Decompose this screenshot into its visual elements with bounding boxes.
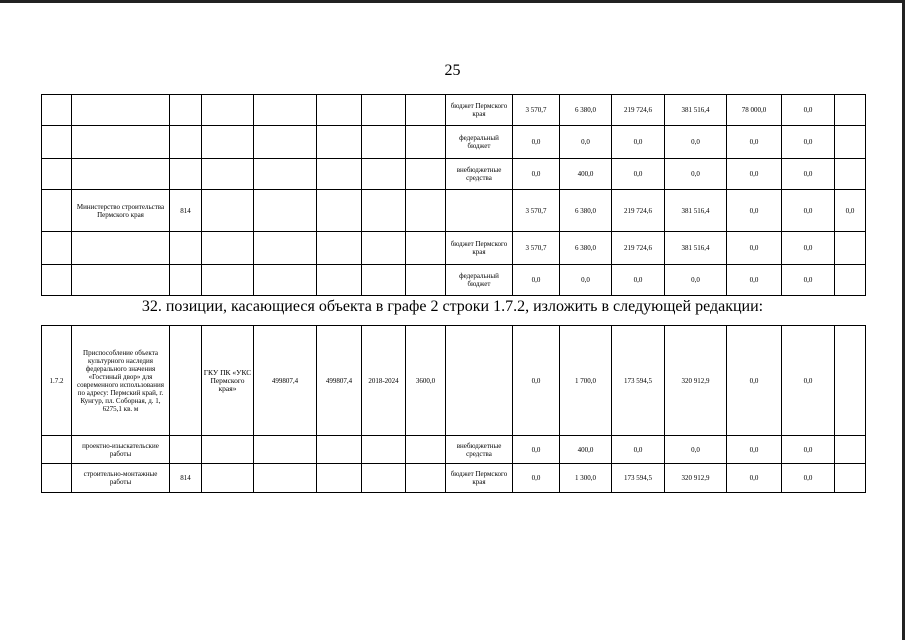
cell-amount: 320 912,9 xyxy=(665,464,727,493)
cell-empty xyxy=(317,464,362,493)
cell-empty xyxy=(406,232,446,265)
cell-code xyxy=(170,265,202,296)
cell-amount: 0,0 xyxy=(612,265,665,296)
cell-number xyxy=(42,436,72,464)
cell-empty xyxy=(254,464,317,493)
cell-amount: 0,0 xyxy=(782,326,835,436)
cell-code xyxy=(170,436,202,464)
cell-amount: 0,0 xyxy=(835,190,866,232)
cell-number xyxy=(42,232,72,265)
cell-amount: 0,0 xyxy=(665,265,727,296)
cell-empty xyxy=(202,126,254,159)
cell-amount xyxy=(835,265,866,296)
cell-empty xyxy=(202,436,254,464)
cell-empty xyxy=(406,464,446,493)
cell-empty xyxy=(254,190,317,232)
cell-empty xyxy=(317,190,362,232)
cell-work-type: строительно-монтажные работы xyxy=(72,464,170,493)
cell-funding-source: бюджет Пермского края xyxy=(446,232,513,265)
cell-amount: 0,0 xyxy=(782,126,835,159)
cell-amount: 0,0 xyxy=(612,126,665,159)
cell-amount: 0,0 xyxy=(560,126,612,159)
cell-amount xyxy=(835,232,866,265)
cell-amount: 1 700,0 xyxy=(560,326,612,436)
cell-code: 814 xyxy=(170,464,202,493)
cell-estimated-cost: 499807,4 xyxy=(254,326,317,436)
table-row xyxy=(42,232,866,265)
cell-empty xyxy=(406,126,446,159)
cell-executor xyxy=(72,126,170,159)
cell-empty xyxy=(254,126,317,159)
cell-amount: 3 570,7 xyxy=(513,190,560,232)
cell-funding-source: бюджет Пермского края xyxy=(446,95,513,126)
cell-empty xyxy=(362,190,406,232)
cell-empty xyxy=(362,232,406,265)
cell-amount: 0,0 xyxy=(782,464,835,493)
cell-amount: 0,0 xyxy=(782,159,835,190)
cell-amount: 381 516,4 xyxy=(665,95,727,126)
cell-amount xyxy=(835,95,866,126)
cell-empty xyxy=(202,95,254,126)
funding-table-continued xyxy=(41,94,866,296)
table-row xyxy=(42,95,866,126)
cell-amount: 173 594,5 xyxy=(612,464,665,493)
cell-amount: 381 516,4 xyxy=(665,190,727,232)
cell-empty xyxy=(317,95,362,126)
cell-executor xyxy=(72,95,170,126)
table-row-sub xyxy=(42,464,866,493)
cell-amount: 0,0 xyxy=(782,190,835,232)
cell-amount: 0,0 xyxy=(513,436,560,464)
cell-amount: 0,0 xyxy=(665,436,727,464)
cell-amount: 0,0 xyxy=(513,126,560,159)
cell-amount: 6 380,0 xyxy=(560,232,612,265)
cell-amount: 0,0 xyxy=(727,464,782,493)
cell-empty xyxy=(362,95,406,126)
cell-empty xyxy=(254,95,317,126)
cell-cost-current: 499807,4 xyxy=(317,326,362,436)
cell-funding-source: федеральный бюджет xyxy=(446,265,513,296)
cell-empty xyxy=(317,436,362,464)
cell-amount: 0,0 xyxy=(612,159,665,190)
cell-empty xyxy=(317,232,362,265)
cell-amount: 0,0 xyxy=(513,159,560,190)
cell-empty xyxy=(254,159,317,190)
cell-empty xyxy=(254,436,317,464)
cell-empty xyxy=(202,159,254,190)
cell-amount: 0,0 xyxy=(727,190,782,232)
cell-amount: 219 724,6 xyxy=(612,95,665,126)
scan-border-top xyxy=(0,0,905,3)
cell-empty xyxy=(362,464,406,493)
cell-amount: 400,0 xyxy=(560,159,612,190)
cell-amount: 0,0 xyxy=(727,326,782,436)
cell-amount: 6 380,0 xyxy=(560,95,612,126)
cell-number xyxy=(42,159,72,190)
cell-amount: 0,0 xyxy=(665,126,727,159)
cell-amount xyxy=(835,126,866,159)
cell-amount: 219 724,6 xyxy=(612,190,665,232)
cell-empty xyxy=(406,265,446,296)
cell-empty xyxy=(202,265,254,296)
cell-amount: 0,0 xyxy=(782,232,835,265)
cell-amount xyxy=(835,326,866,436)
cell-empty xyxy=(317,265,362,296)
cell-amount: 219 724,6 xyxy=(612,232,665,265)
table-row xyxy=(42,190,866,232)
cell-amount: 3 570,7 xyxy=(513,95,560,126)
cell-years: 2018-2024 xyxy=(362,326,406,436)
cell-empty xyxy=(406,95,446,126)
cell-amount: 400,0 xyxy=(560,436,612,464)
cell-number xyxy=(42,126,72,159)
cell-organization: ГКУ ПК «УКС Пермского края» xyxy=(202,326,254,436)
cell-amount: 0,0 xyxy=(513,326,560,436)
cell-amount: 6 380,0 xyxy=(560,190,612,232)
cell-amount: 0,0 xyxy=(612,436,665,464)
cell-empty xyxy=(202,232,254,265)
cell-empty xyxy=(362,265,406,296)
cell-amount xyxy=(835,464,866,493)
cell-funding-source: внебюджетные средства xyxy=(446,159,513,190)
cell-funding-source xyxy=(446,326,513,436)
cell-code xyxy=(170,95,202,126)
cell-executor: Министерство строительства Пермского края xyxy=(72,190,170,232)
table-row-main xyxy=(42,326,866,436)
table-row xyxy=(42,265,866,296)
cell-number: 1.7.2 xyxy=(42,326,72,436)
cell-empty xyxy=(202,190,254,232)
cell-amount xyxy=(835,159,866,190)
cell-amount: 0,0 xyxy=(727,126,782,159)
cell-number xyxy=(42,95,72,126)
cell-code: 814 xyxy=(170,190,202,232)
cell-empty xyxy=(406,190,446,232)
cell-empty xyxy=(254,232,317,265)
cell-empty xyxy=(202,464,254,493)
cell-empty xyxy=(406,159,446,190)
cell-funding-source xyxy=(446,190,513,232)
cell-code xyxy=(170,232,202,265)
cell-amount: 0,0 xyxy=(727,159,782,190)
table-row xyxy=(42,159,866,190)
table-row-sub xyxy=(42,436,866,464)
cell-funding-source: федеральный бюджет xyxy=(446,126,513,159)
cell-amount: 78 000,0 xyxy=(727,95,782,126)
cell-executor xyxy=(72,265,170,296)
cell-amount: 0,0 xyxy=(782,95,835,126)
cell-empty xyxy=(317,126,362,159)
cell-capacity: 3600,0 xyxy=(406,326,446,436)
cell-empty xyxy=(406,436,446,464)
cell-amount: 0,0 xyxy=(782,436,835,464)
cell-work-type: проектно-изыскательские работы xyxy=(72,436,170,464)
cell-amount xyxy=(835,436,866,464)
cell-empty xyxy=(317,159,362,190)
cell-executor xyxy=(72,232,170,265)
cell-amount: 381 516,4 xyxy=(665,232,727,265)
cell-empty xyxy=(362,126,406,159)
cell-amount: 0,0 xyxy=(665,159,727,190)
cell-amount: 0,0 xyxy=(727,232,782,265)
cell-amount: 0,0 xyxy=(513,265,560,296)
cell-number xyxy=(42,464,72,493)
cell-amount: 0,0 xyxy=(727,265,782,296)
cell-code xyxy=(170,326,202,436)
cell-code xyxy=(170,159,202,190)
cell-amount: 320 912,9 xyxy=(665,326,727,436)
cell-amount: 173 594,5 xyxy=(612,326,665,436)
cell-code xyxy=(170,126,202,159)
amendment-heading: 32. позиции, касающиеся объекта в графе 2 строки 1.7.2, изложить в следующей редакции: xyxy=(141,298,764,315)
cell-funding-source: внебюджетные средства xyxy=(446,436,513,464)
cell-amount: 0,0 xyxy=(727,436,782,464)
cell-number xyxy=(42,190,72,232)
cell-empty xyxy=(362,159,406,190)
table-row xyxy=(42,126,866,159)
cell-amount: 1 300,0 xyxy=(560,464,612,493)
page-number: 25 xyxy=(444,62,461,79)
cell-number xyxy=(42,265,72,296)
cell-amount: 0,0 xyxy=(782,265,835,296)
cell-empty xyxy=(254,265,317,296)
cell-object-name: Приспособление объекта культурного наследия федерального значения «Гостиный двор» для современного использования по адресу: Пермский край, г. Кунгур, пл. Соборная, д. 1, 6275,1 кв. м xyxy=(72,326,170,436)
cell-executor xyxy=(72,159,170,190)
cell-amount: 0,0 xyxy=(513,464,560,493)
cell-amount: 3 570,7 xyxy=(513,232,560,265)
cell-funding-source: бюджет Пермского края xyxy=(446,464,513,493)
cell-empty xyxy=(362,436,406,464)
funding-table-object-1-7-2 xyxy=(41,325,866,493)
cell-amount: 0,0 xyxy=(560,265,612,296)
